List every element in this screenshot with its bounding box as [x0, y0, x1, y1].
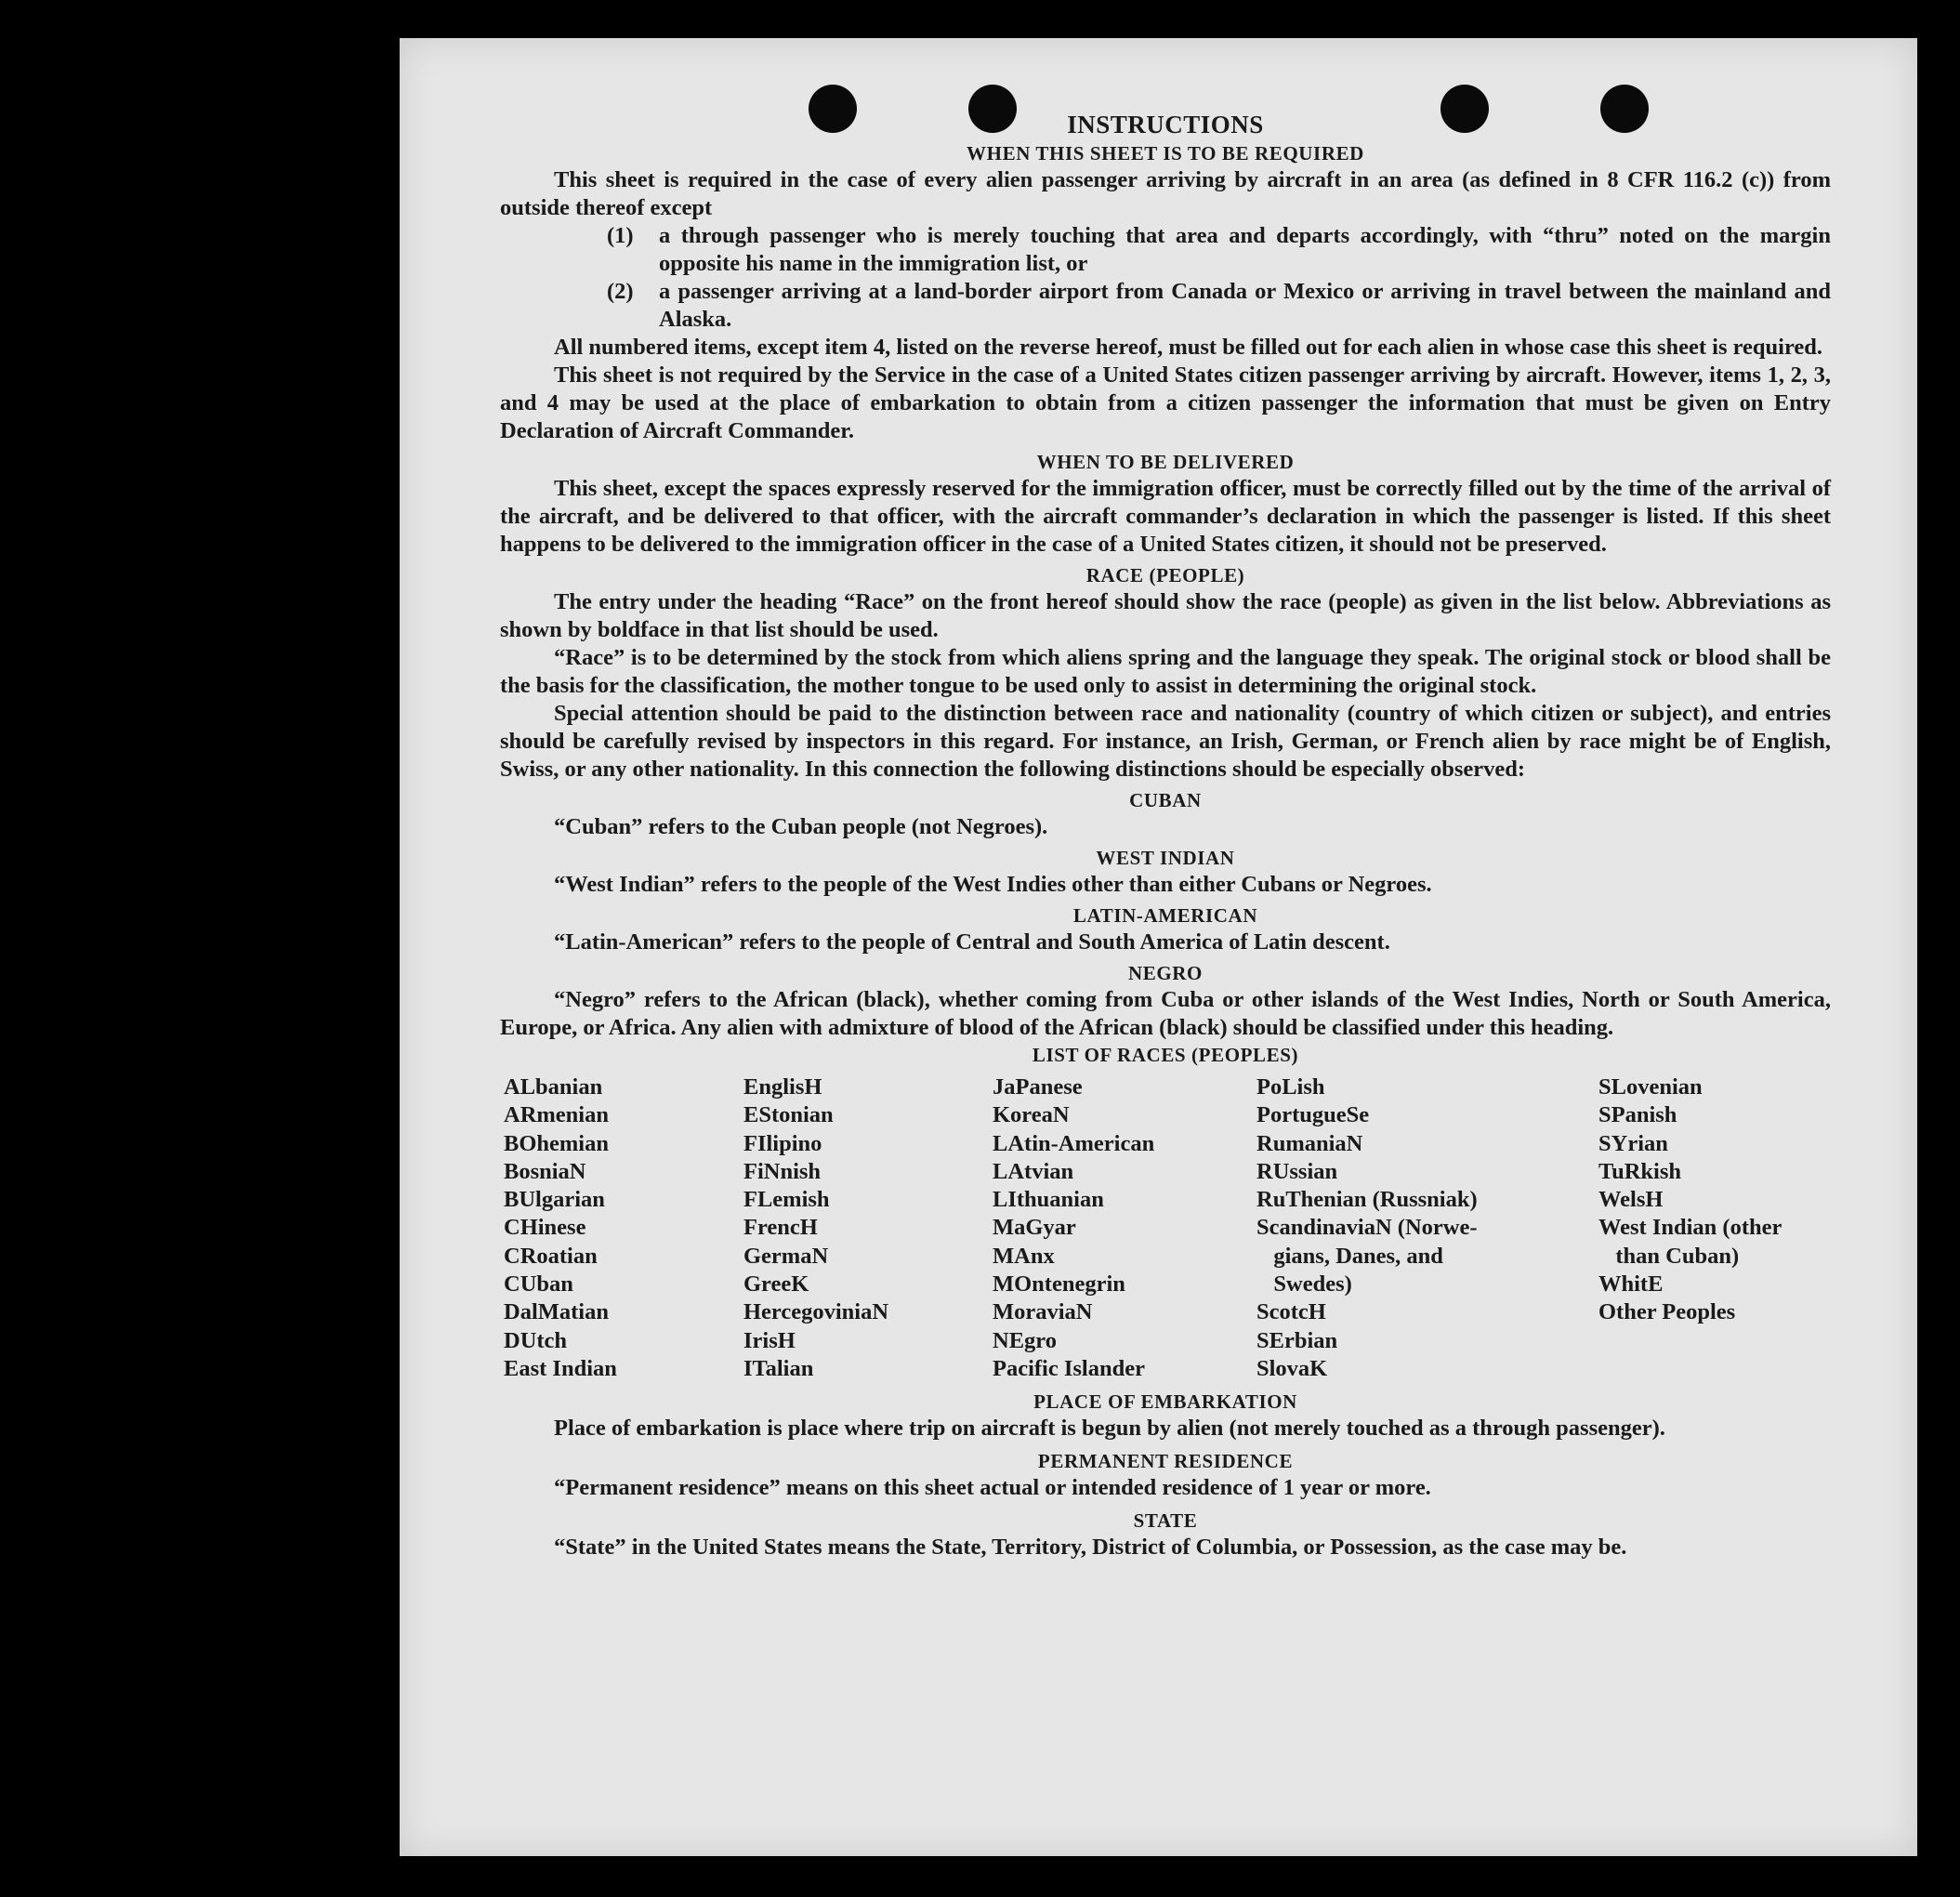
races-column-2	[743, 1074, 993, 1383]
latin-american-text: “Latin-American” refers to the people of Central and South America of Latin descent.	[554, 929, 1390, 955]
race-entry: SYrian	[1598, 1130, 1668, 1156]
race-entry: FiNnish	[743, 1158, 822, 1184]
race-entry: ITalian	[743, 1355, 814, 1381]
exception-text: a passenger arriving at a land-border airport from Canada or Mexico or arriving in travel between the mainland and Alaska.	[659, 279, 1831, 332]
race-entry: ARmenian	[504, 1102, 609, 1128]
section-heading-list-of-races: LIST OF RACES (PEOPLES)	[1032, 1044, 1299, 1066]
race-entry: TuRkish	[1598, 1158, 1682, 1184]
section-heading-negro: NEGRO	[1127, 962, 1203, 984]
race-entry: PoLish	[1256, 1074, 1325, 1100]
race-entry: SErbian	[1256, 1327, 1338, 1353]
permanent-residence-text: “Permanent residence” means on this sheet actual or intended residence of 1 year or more.	[554, 1475, 1431, 1501]
race-entry: CHinese	[504, 1215, 586, 1241]
section-heading-permanent-residence: PERMANENT RESIDENCE	[1037, 1450, 1294, 1473]
race-entry: SlovaK	[1256, 1355, 1328, 1381]
negro-text: “Negro” refers to the African (black), whether coming from Cuba or other islands of the West Indies, North or South America, Europe, or Africa. Any alien with admixture of blood of the African (black) should be classified under this heading.	[500, 987, 1831, 1040]
section-heading-race: RACE (PEOPLE)	[1085, 564, 1245, 586]
race-entry: Other Peoples	[1598, 1299, 1736, 1325]
embarkation-text: Place of embarkation is place where trip on aircraft is begun by alien (not merely touched as a through passenger).	[554, 1416, 1665, 1442]
race-entry: SPanish	[1598, 1102, 1677, 1128]
race-entry: FIlipino	[743, 1130, 822, 1156]
race-entry: HercegoviniaN	[743, 1299, 889, 1325]
race-entry: MAnx	[993, 1243, 1055, 1269]
section-heading-west-indian: WEST INDIAN	[1096, 847, 1235, 869]
races-column-4	[1256, 1074, 1598, 1383]
race-entry: gians, Danes, and	[1256, 1243, 1443, 1269]
race-entry: GermaN	[743, 1243, 829, 1269]
exception-number: (1)	[607, 223, 634, 248]
race-para3: Special attention should be paid to the distinction between race and nationality (country of which citizen or subject), and entries should be carefully revised by inspectors in this regard. For instance, an Irish, German, or French alien by race might be of English, Swiss, or any other nationality. In this connection the following distinctions should be especially observed:	[500, 701, 1831, 782]
west-indian-text: “West Indian” refers to the people of the West Indies other than either Cubans or Negroes.	[554, 872, 1432, 897]
section-heading-when-delivered: WHEN TO BE DELIVERED	[1036, 451, 1295, 473]
race-entry: Pacific Islander	[993, 1355, 1145, 1381]
exception-number: (2)	[607, 279, 634, 304]
cuban-text: “Cuban” refers to the Cuban people (not Negroes).	[554, 814, 1048, 839]
race-entry: MoraviaN	[993, 1299, 1093, 1325]
race-para2: “Race” is to be determined by the stock from which aliens spring and the language they speak. The original stock or blood shall be the basis for the classification, the mother tongue to be used only to assist in determining the original stock.	[500, 645, 1831, 698]
race-entry: RUssian	[1256, 1158, 1338, 1184]
race-entry: NEgro	[993, 1327, 1057, 1353]
exception-text: a through passenger who is merely touching that area and departs accordingly, with “thru” noted on the margin opposite his name in the immigration list, or	[659, 223, 1831, 276]
race-entry: BOhemian	[504, 1130, 609, 1156]
races-column-3	[993, 1074, 1256, 1383]
race-entry: LIthuanian	[993, 1187, 1104, 1213]
race-entry: IrisH	[743, 1327, 796, 1353]
race-para1: The entry under the heading “Race” on the front hereof should show the race (people) as given in the list below. Abbreviations as shown by boldface in that list should be used.	[500, 589, 1831, 642]
exception-item-2	[607, 278, 1831, 334]
when-delivered-text: This sheet, except the spaces expressly reserved for the immigration officer, must be correctly filled out by the time of the arrival of the aircraft, and be delivered to that officer, with the aircraft commander’s declaration in which the passenger is listed. If this sheet happens to be delivered to the immigration officer in the case of a United States citizen, it should not be preserved.	[500, 476, 1831, 557]
race-entry: RuThenian (Russniak)	[1256, 1187, 1478, 1213]
race-entry: DalMatian	[504, 1299, 609, 1325]
race-entry: CRoatian	[504, 1243, 598, 1269]
exception-item-1	[607, 222, 1831, 278]
race-entry: West Indian (other	[1598, 1215, 1782, 1241]
race-entry: KoreaN	[993, 1102, 1070, 1128]
race-entry: JaPanese	[993, 1074, 1083, 1100]
races-column-5	[1598, 1074, 1835, 1383]
race-entry: FrencH	[743, 1215, 818, 1241]
section-heading-cuban: CUBAN	[1129, 789, 1202, 811]
race-entry: ALbanian	[504, 1074, 603, 1100]
race-entry: BosniaN	[504, 1158, 586, 1184]
race-entry: CUban	[504, 1271, 573, 1298]
race-entry: GreeK	[743, 1271, 809, 1298]
races-column-1	[504, 1074, 743, 1383]
race-entry: than Cuban)	[1598, 1243, 1740, 1269]
section-heading-embarkation: PLACE OF EMBARKATION	[1033, 1390, 1297, 1414]
race-entry: LAtvian	[993, 1158, 1074, 1184]
instructions-body	[500, 109, 1831, 1561]
race-entry: PortugueSe	[1256, 1102, 1370, 1128]
when-required-para2: All numbered items, except item 4, listed on the reverse hereof, must be filled out for each alien in whose case this sheet is required.	[554, 335, 1823, 360]
race-entry: ScotcH	[1256, 1299, 1326, 1325]
race-entry: LAtin-American	[993, 1130, 1155, 1156]
document-page	[400, 38, 1917, 1856]
race-entry: MaGyar	[993, 1215, 1076, 1241]
section-heading-when-required: WHEN THIS SHEET IS TO BE REQUIRED	[967, 142, 1364, 165]
race-entry: East Indian	[504, 1355, 617, 1381]
section-heading-state: STATE	[1133, 1509, 1198, 1533]
race-entry: EnglisH	[743, 1074, 822, 1100]
section-heading-latin-american: LATIN-AMERICAN	[1072, 904, 1258, 927]
race-entry: ScandinaviaN (Norwe-	[1256, 1215, 1478, 1241]
state-text: “State” in the United States means the State, Territory, District of Columbia, or Possession, as the case may be.	[554, 1535, 1627, 1561]
race-entry: SLovenian	[1598, 1074, 1703, 1100]
page-title: INSTRUCTIONS	[1067, 111, 1264, 138]
when-required-intro: This sheet is required in the case of every alien passenger arriving by aircraft in an area (as defined in 8 CFR 116.2 (c)) from outside thereof except	[500, 167, 1831, 220]
race-entry: EStonian	[743, 1102, 834, 1128]
when-required-para3: This sheet is not required by the Service in the case of a United States citizen passenger arriving by aircraft. However, items 1, 2, 3, and 4 may be used at the place of embarkation to obtain from a citizen passenger the information that must be given on Entry Declaration of Aircraft Commander.	[500, 362, 1831, 443]
race-entry: Swedes)	[1256, 1271, 1352, 1298]
races-list	[504, 1074, 1831, 1383]
race-entry: FLemish	[743, 1187, 830, 1213]
race-entry: BUlgarian	[504, 1187, 605, 1213]
race-entry: RumaniaN	[1256, 1130, 1363, 1156]
race-entry: WelsH	[1598, 1187, 1664, 1213]
race-entry: DUtch	[504, 1327, 568, 1353]
race-entry: WhitE	[1598, 1271, 1664, 1298]
race-entry: MOntenegrin	[993, 1271, 1125, 1298]
